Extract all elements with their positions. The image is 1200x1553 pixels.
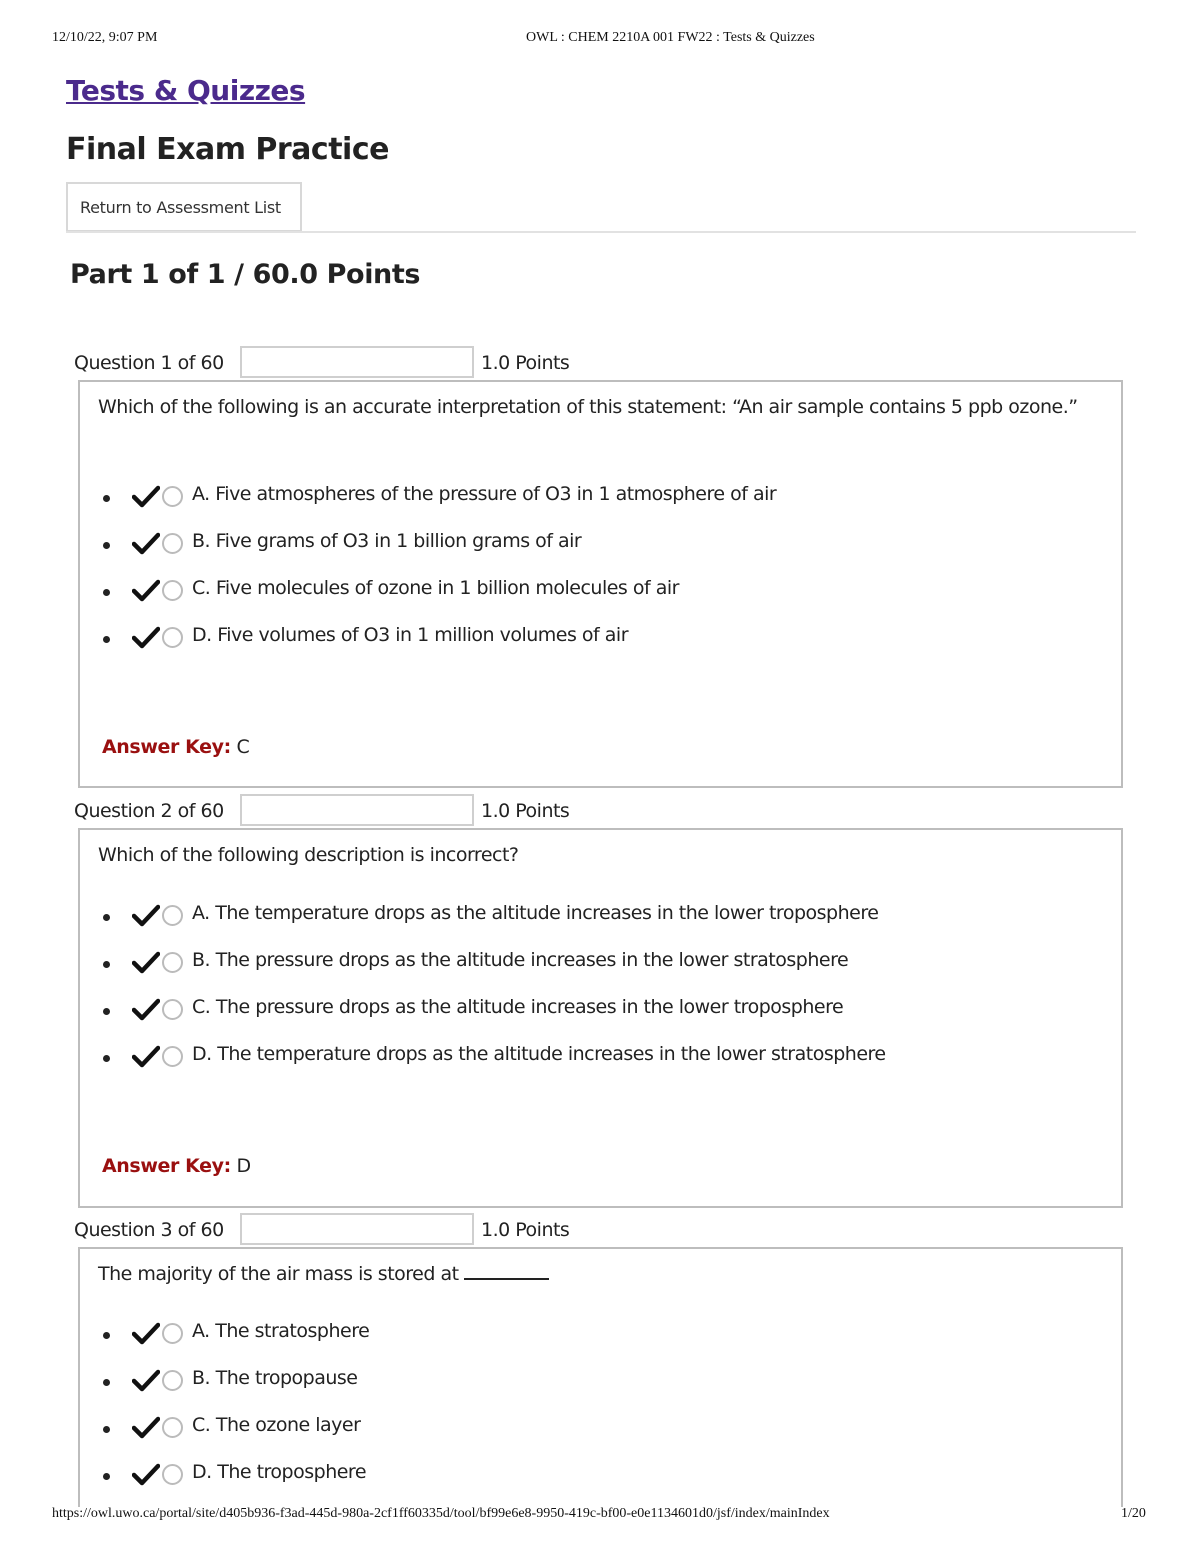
- radio-icon[interactable]: [162, 1323, 183, 1344]
- choice-label: C. Five molecules of ozone in 1 billion molecules of air: [192, 577, 679, 599]
- check-icon: [132, 626, 160, 650]
- answer-key-label: Answer Key:: [102, 736, 231, 758]
- bullet-icon: [103, 1332, 110, 1339]
- check-icon: [132, 532, 160, 556]
- print-header: [0, 30, 1200, 48]
- check-icon: [132, 951, 160, 975]
- choice-label: A. The temperature drops as the altitude increases in the lower troposphere: [192, 902, 879, 924]
- check-icon: [132, 998, 160, 1022]
- radio-icon[interactable]: [162, 580, 183, 601]
- question-text: Which of the following description is incorrect?: [98, 844, 519, 866]
- radio-icon[interactable]: [162, 1417, 183, 1438]
- answer-key: [102, 1155, 251, 1177]
- choice-label: B. Five grams of O3 in 1 billion grams of air: [192, 530, 582, 552]
- print-page-title: OWL : CHEM 2210A 001 FW22 : Tests & Quizzes: [526, 30, 815, 45]
- radio-icon[interactable]: [162, 1370, 183, 1391]
- choice-label: D. Five volumes of O3 in 1 million volumes of air: [192, 624, 628, 646]
- bullet-icon: [103, 961, 110, 968]
- divider: [66, 231, 1136, 233]
- check-icon: [132, 1045, 160, 1069]
- fill-in-blank: [464, 1260, 549, 1280]
- question-text-content: The majority of the air mass is stored at: [98, 1263, 459, 1285]
- choice-label: A. Five atmospheres of the pressure of O3 in 1 atmosphere of air: [192, 483, 777, 505]
- question-title-field: [240, 1213, 474, 1245]
- check-icon: [132, 1416, 160, 1440]
- radio-icon[interactable]: [162, 627, 183, 648]
- bullet-icon: [103, 1379, 110, 1386]
- choice-label: C. The ozone layer: [192, 1414, 361, 1436]
- print-page-number: 1/20: [1121, 1506, 1146, 1521]
- bullet-icon: [103, 1473, 110, 1480]
- radio-icon[interactable]: [162, 533, 183, 554]
- question-card: [78, 1247, 1123, 1507]
- bullet-icon: [103, 542, 110, 549]
- check-icon: [132, 1369, 160, 1393]
- choice-label: B. The pressure drops as the altitude increases in the lower stratosphere: [192, 949, 849, 971]
- radio-icon[interactable]: [162, 486, 183, 507]
- answer-key-label: Answer Key:: [102, 1155, 231, 1177]
- question-number: Question 2 of 60: [74, 800, 224, 822]
- check-icon: [132, 1322, 160, 1346]
- question-card: [78, 828, 1123, 1208]
- radio-icon[interactable]: [162, 1046, 183, 1067]
- assessment-nav: [66, 182, 302, 232]
- bullet-icon: [103, 589, 110, 596]
- radio-icon[interactable]: [162, 999, 183, 1020]
- radio-icon[interactable]: [162, 1464, 183, 1485]
- question-number: Question 1 of 60: [74, 352, 224, 374]
- check-icon: [132, 485, 160, 509]
- question-text: Which of the following is an accurate interpretation of this statement: “An air sample contains 5 ppb ozone.”: [98, 396, 1078, 418]
- choice-label: A. The stratosphere: [192, 1320, 370, 1342]
- answer-key: [102, 736, 249, 758]
- question-points: 1.0 Points: [481, 352, 570, 374]
- bullet-icon: [103, 1008, 110, 1015]
- bullet-icon: [103, 495, 110, 502]
- question-title-field: [240, 346, 474, 378]
- question-number: Question 3 of 60: [74, 1219, 224, 1241]
- question-text: [98, 1259, 1088, 1289]
- bullet-icon: [103, 1055, 110, 1062]
- assessment-title: Final Exam Practice: [66, 132, 389, 167]
- tests-quizzes-link[interactable]: Tests & Quizzes: [66, 74, 306, 107]
- choice-label: C. The pressure drops as the altitude increases in the lower troposphere: [192, 996, 844, 1018]
- check-icon: [132, 1463, 160, 1487]
- choice-label: B. The tropopause: [192, 1367, 358, 1389]
- part-title: Part 1 of 1 / 60.0 Points: [70, 259, 421, 290]
- return-to-assessment-list-button[interactable]: Return to Assessment List: [80, 198, 281, 217]
- choice-label: D. The troposphere: [192, 1461, 367, 1483]
- bullet-icon: [103, 1426, 110, 1433]
- print-url: https://owl.uwo.ca/portal/site/d405b936-f3ad-445d-980a-2cf1ff60335d/tool/bf99e6e8-9950-419c-bf00-e0e1134601d0/jsf/index/mainIndex: [52, 1506, 830, 1521]
- question-points: 1.0 Points: [481, 800, 570, 822]
- print-datetime: 12/10/22, 9:07 PM: [52, 30, 158, 45]
- check-icon: [132, 579, 160, 603]
- answer-key-value: C: [236, 736, 250, 758]
- question-points: 1.0 Points: [481, 1219, 570, 1241]
- bullet-icon: [103, 914, 110, 921]
- radio-icon[interactable]: [162, 952, 183, 973]
- answer-key-value: D: [236, 1155, 251, 1177]
- radio-icon[interactable]: [162, 905, 183, 926]
- question-title-field: [240, 794, 474, 826]
- question-card: [78, 380, 1123, 788]
- choice-label: D. The temperature drops as the altitude increases in the lower stratosphere: [192, 1043, 886, 1065]
- check-icon: [132, 904, 160, 928]
- bullet-icon: [103, 636, 110, 643]
- print-footer: [0, 1506, 1200, 1524]
